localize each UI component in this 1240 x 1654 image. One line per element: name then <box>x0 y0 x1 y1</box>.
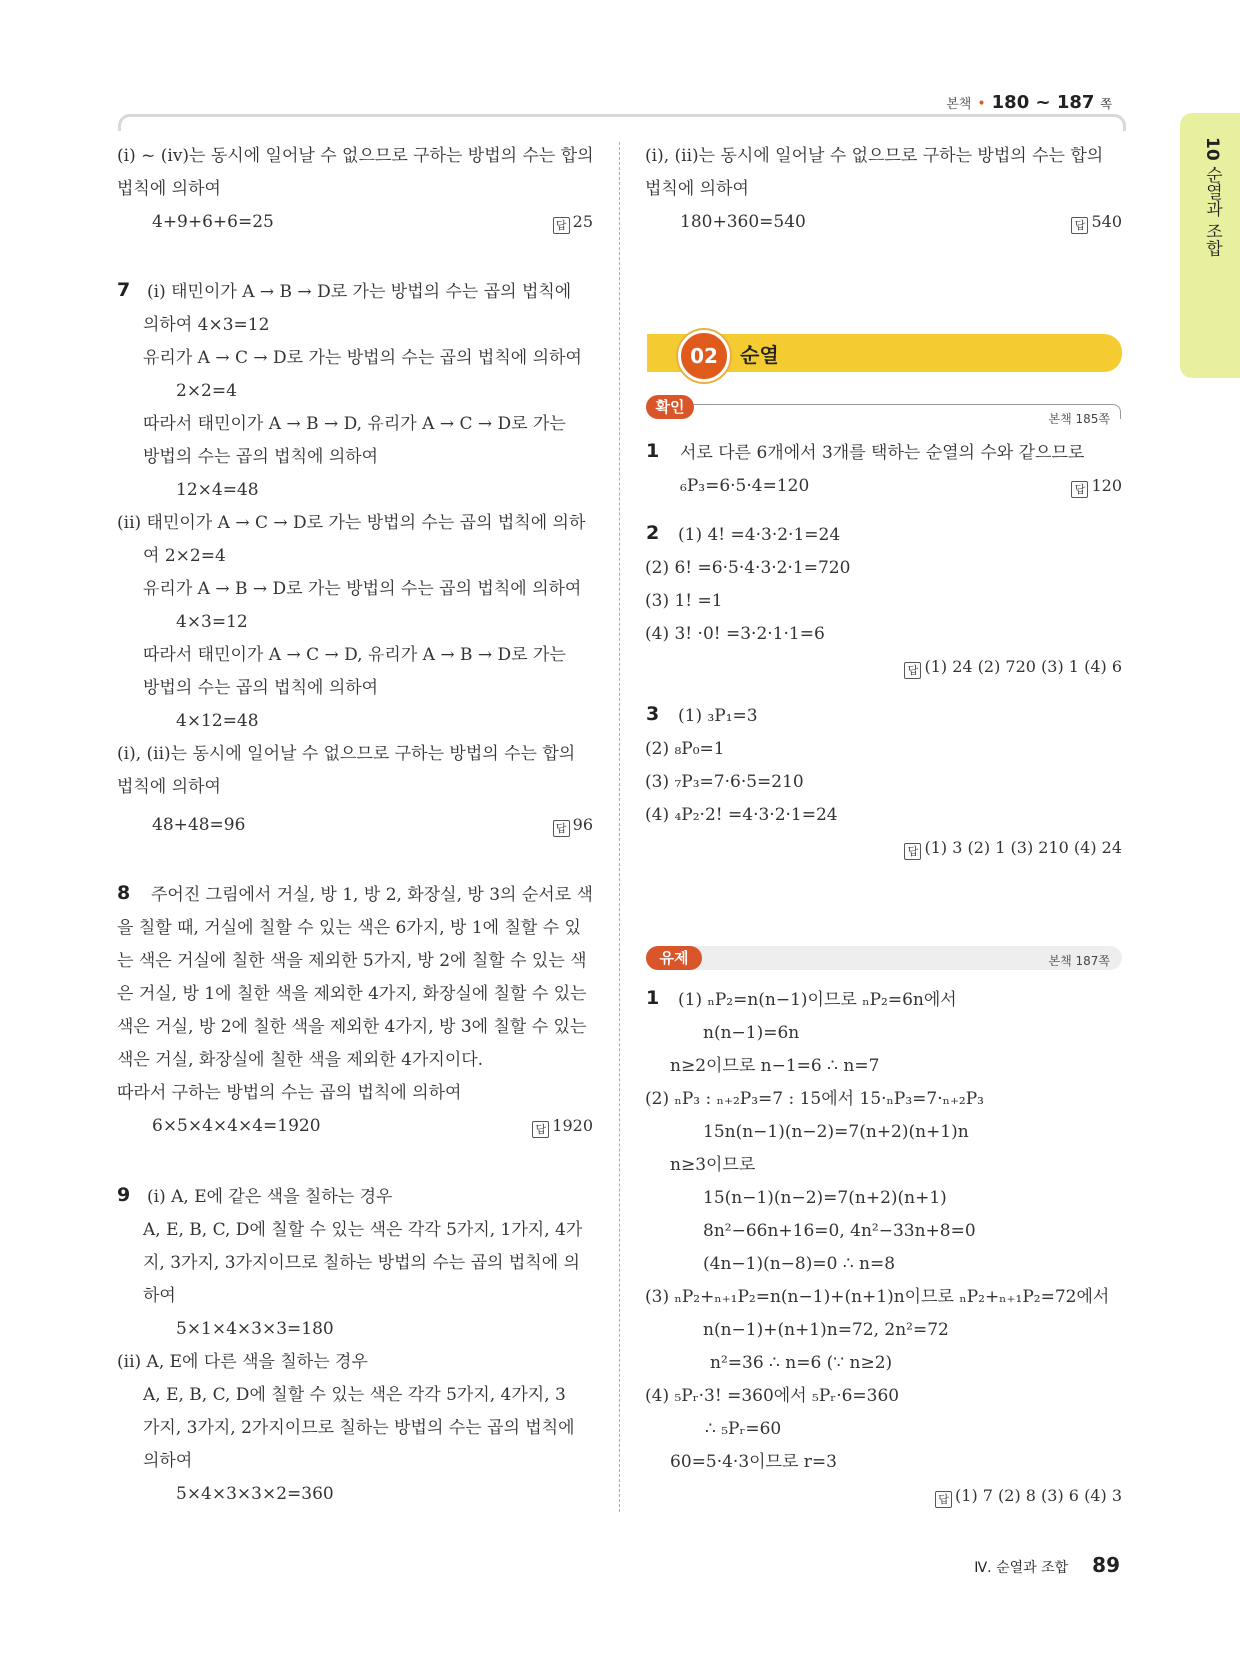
text-line: 따라서 태민이가 A → B → D, 유리가 A → C → D로 가는 <box>143 414 566 434</box>
answer-value: (1) 7 (2) 8 (3) 6 (4) 3 <box>955 1486 1122 1505</box>
text-line: 따라서 태민이가 A → C → D, 유리가 A → B → D로 가는 <box>143 645 566 665</box>
answer-mark-icon: 답 <box>1071 481 1088 498</box>
equation: (4) 3! ·0! =3·2·1·1=6 <box>645 624 825 644</box>
equation: 4+9+6+6=25 <box>152 212 274 232</box>
check-reference: 본책 185쪽 <box>1048 412 1110 426</box>
text-line: 법칙에 의하여 <box>117 777 221 797</box>
text-line: (ii) 태민이가 A → C → D로 가는 방법의 수는 곱의 법칙에 의하 <box>117 513 586 533</box>
equation: (3) 1! =1 <box>645 591 723 611</box>
answer-value: 1920 <box>552 1116 593 1135</box>
section-number: 02 <box>678 330 730 382</box>
text-line: (i), (ii)는 동시에 일어날 수 없으므로 구하는 방법의 수는 합의 <box>117 744 576 764</box>
header-page-unit: 쪽 <box>1100 97 1112 111</box>
text-line: 서로 다른 6개에서 3개를 택하는 순열의 수와 같으므로 <box>680 443 1085 463</box>
text-line: (i), (ii)는 동시에 일어날 수 없으므로 구하는 방법의 수는 합의 <box>645 146 1104 166</box>
equation: 60=5·4·3이므로 r=3 <box>670 1452 837 1472</box>
answer <box>1071 212 1122 234</box>
chapter-side-tab <box>1180 113 1240 378</box>
text-line: 따라서 구하는 방법의 수는 곱의 법칙에 의하여 <box>117 1083 462 1103</box>
check-badge: 확인 <box>646 395 694 419</box>
example-badge: 유제 <box>646 946 702 970</box>
text-line: 방법의 수는 곱의 법칙에 의하여 <box>143 447 379 467</box>
answer-mark-icon: 답 <box>532 1121 549 1138</box>
section-title: 순열 <box>740 343 779 367</box>
text-line: 색은 거실, 방 2에 칠한 색을 제외한 4가지, 방 3에 칠할 수 있는 <box>117 1017 587 1037</box>
answer-value: (1) 3 (2) 1 (3) 210 (4) 24 <box>924 838 1122 857</box>
answer-value: 96 <box>572 815 593 834</box>
problem-number: 2 <box>646 522 660 544</box>
equation: ∴ ₅Pᵣ=60 <box>705 1419 782 1439</box>
equation: (2) ₈P₀=1 <box>645 739 725 759</box>
answer-mark-icon: 답 <box>904 662 921 679</box>
equation: n(n−1)+(n+1)n=72, 2n²=72 <box>703 1320 949 1340</box>
equation: (1) ₙP₂=n(n−1)이므로 ₙP₂=6n에서 <box>678 990 957 1010</box>
equation: 5×1×4×3×3=180 <box>176 1319 334 1339</box>
equation: (1) 4! =4·3·2·1=24 <box>678 525 841 545</box>
equation: 4×3=12 <box>176 612 248 632</box>
answer <box>935 1486 1122 1508</box>
equation: n≥2이므로 n−1=6 ∴ n=7 <box>670 1056 880 1076</box>
top-rule <box>118 114 1126 131</box>
text-line: A, E, B, C, D에 칠할 수 있는 색은 각각 5가지, 1가지, 4가 <box>143 1220 583 1240</box>
page-footer <box>974 1553 1120 1577</box>
equation: 4×12=48 <box>176 711 259 731</box>
equation: 2×2=4 <box>176 381 237 401</box>
problem-number: 3 <box>646 703 660 725</box>
equation: (3) ₙP₂+ₙ₊₁P₂=n(n−1)+(n+1)n이므로 ₙP₂+ₙ₊₁P₂=72에서 <box>645 1287 1110 1307</box>
answer-mark-icon: 답 <box>553 820 570 837</box>
answer-value: 540 <box>1091 212 1122 231</box>
problem-number: 1 <box>646 440 660 462</box>
answer-value: (1) 24 (2) 720 (3) 1 (4) 6 <box>924 657 1122 676</box>
text-line: 하여 <box>143 1286 176 1306</box>
equation: 12×4=48 <box>176 480 259 500</box>
problem-number: 8 <box>117 882 131 904</box>
answer <box>532 1116 593 1138</box>
chapter-number: 10 <box>1202 137 1222 161</box>
text-line: 의하여 <box>143 1451 193 1471</box>
answer-mark-icon: 답 <box>553 217 570 234</box>
equation: (1) ₃P₁=3 <box>678 706 758 726</box>
equation: (3) ₇P₃=7·6·5=210 <box>645 772 804 792</box>
equation: 6×5×4×4×4=1920 <box>152 1116 321 1136</box>
text-line: 의하여 4×3=12 <box>143 315 270 335</box>
text-line: 여 2×2=4 <box>143 546 226 566</box>
example-reference: 본책 187쪽 <box>1048 954 1110 968</box>
text-line: 는 색은 거실에 칠한 색을 제외한 5가지, 방 2에 칠할 수 있는 색 <box>117 951 587 971</box>
equation: 15(n−1)(n−2)=7(n+2)(n+1) <box>703 1188 947 1208</box>
footer-chapter: Ⅳ. 순열과 조합 <box>974 1560 1069 1576</box>
text-line: n≥3이므로 <box>670 1155 756 1175</box>
text-line: 은 거실, 방 1에 칠한 색을 제외한 4가지, 화장실에 칠할 수 있는 <box>117 984 587 1004</box>
text-line: 가지, 3가지, 2가지이므로 칠하는 방법의 수는 곱의 법칙에 <box>143 1418 575 1438</box>
equation: 8n²−66n+16=0, 4n²−33n+8=0 <box>703 1221 976 1241</box>
answer-mark-icon: 답 <box>935 1491 952 1508</box>
equation: n(n−1)=6n <box>703 1023 800 1043</box>
equation: (2) 6! =6·5·4·3·2·1=720 <box>645 558 851 578</box>
text-line: 색은 거실, 화장실에 칠한 색을 제외한 4가지이다. <box>117 1050 484 1070</box>
text-line: (i) ~ (iv)는 동시에 일어날 수 없으므로 구하는 방법의 수는 합의 <box>117 146 594 166</box>
equation: 180+360=540 <box>680 212 806 232</box>
equation: ₆P₃=6·5·4=120 <box>680 476 810 496</box>
answer-value: 25 <box>572 212 593 231</box>
chapter-title: 순열과 조합 <box>1202 166 1222 257</box>
problem-number: 7 <box>117 279 131 301</box>
equation: (4n−1)(n−8)=0 ∴ n=8 <box>703 1254 896 1274</box>
text-line: 유리가 A → B → D로 가는 방법의 수는 곱의 법칙에 의하여 <box>143 579 582 599</box>
equation: 5×4×3×3×2=360 <box>176 1484 334 1504</box>
text-line: 법칙에 의하여 <box>645 179 749 199</box>
equation: n²=36 ∴ n=6 (∵ n≥2) <box>710 1353 893 1373</box>
answer-value: 120 <box>1091 476 1122 495</box>
equation: (4) ₅Pᵣ·3! =360에서 ₅Pᵣ·6=360 <box>645 1386 900 1406</box>
text-line: 지, 3가지, 3가지이므로 칠하는 방법의 수는 곱의 법칙에 의 <box>143 1253 580 1273</box>
equation: (2) ₙP₃ : ₙ₊₂P₃=7 : 15에서 15·ₙP₃=7·ₙ₊₂P₃ <box>645 1089 985 1109</box>
equation: 15n(n−1)(n−2)=7(n+2)(n+1)n <box>703 1122 969 1142</box>
page-header <box>946 92 1112 113</box>
problem-number: 9 <box>117 1184 131 1206</box>
column-divider <box>619 142 620 1512</box>
answer <box>553 815 593 837</box>
answer <box>904 838 1122 860</box>
problem-number: 1 <box>646 987 660 1009</box>
equation: 48+48=96 <box>152 815 246 835</box>
text-line: 법칙에 의하여 <box>117 179 221 199</box>
text-line: 유리가 A → C → D로 가는 방법의 수는 곱의 법칙에 의하여 <box>143 348 582 368</box>
header-book-label: 본책 <box>946 97 972 112</box>
answer <box>553 212 593 234</box>
answer-mark-icon: 답 <box>904 843 921 860</box>
equation: (4) ₄P₂·2! =4·3·2·1=24 <box>645 805 838 825</box>
answer-mark-icon: 답 <box>1071 217 1088 234</box>
answer <box>1071 476 1122 498</box>
text-line: 방법의 수는 곱의 법칙에 의하여 <box>143 678 379 698</box>
header-dot: • <box>977 96 986 112</box>
answer <box>904 657 1122 679</box>
text-line: (ii) A, E에 다른 색을 칠하는 경우 <box>117 1352 368 1372</box>
text-line: (i) 태민이가 A → B → D로 가는 방법의 수는 곱의 법칙에 <box>147 282 572 302</box>
header-page-range: 180 ~ 187 <box>991 92 1095 113</box>
page-number: 89 <box>1092 1553 1120 1577</box>
text-line: A, E, B, C, D에 칠할 수 있는 색은 각각 5가지, 4가지, 3 <box>143 1385 566 1405</box>
text-line: 주어진 그림에서 거실, 방 1, 방 2, 화장실, 방 3의 순서로 색 <box>151 885 593 905</box>
text-line: (i) A, E에 같은 색을 칠하는 경우 <box>147 1187 393 1207</box>
text-line: 을 칠할 때, 거실에 칠할 수 있는 색은 6가지, 방 1에 칠할 수 있 <box>117 918 581 938</box>
